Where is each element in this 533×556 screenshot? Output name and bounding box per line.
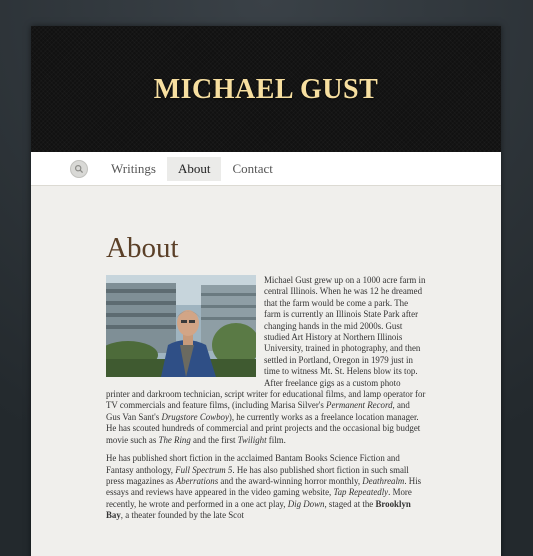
text-run: and the award-winning horror monthly, xyxy=(218,475,363,486)
italic-text: The Ring xyxy=(158,434,191,445)
text-run: . He has also published short fiction in such small press magazines as xyxy=(106,464,409,486)
italic-text: Tap Repeatedly xyxy=(333,487,389,498)
nav-item-writings[interactable]: Writings xyxy=(111,160,156,176)
text-run: film. xyxy=(266,434,286,445)
site-header xyxy=(31,26,501,152)
text-run: , staged at the xyxy=(324,498,376,509)
italic-text: Drugstore Cowboy xyxy=(161,411,229,422)
text-run: . More recently, he wrote and performed in a one act play, xyxy=(106,487,412,509)
text-run: , a theater founded by the late Scot xyxy=(120,510,245,521)
italic-text: Aberrations xyxy=(175,475,219,486)
nav-item-about[interactable]: About xyxy=(167,157,222,181)
bio-paragraph-2 xyxy=(106,453,426,521)
main-nav xyxy=(31,152,501,186)
italic-text: Full Spectrum 5 xyxy=(175,464,233,475)
site-container xyxy=(31,26,501,556)
text-run: ), he currently works as a freelance location manager. He has scouted hundreds of commercial and print projects and the occasional big budget movie such as xyxy=(106,411,421,445)
text-run: and the first xyxy=(190,434,238,445)
author-photo xyxy=(106,275,256,377)
search-icon xyxy=(74,159,84,178)
bold-text: Brooklyn Bay xyxy=(106,498,411,521)
nav-item-contact[interactable]: Contact xyxy=(232,160,273,176)
italic-text: Twilight xyxy=(237,434,267,445)
article-body xyxy=(106,275,426,522)
text-run: He has published short fiction in the acclaimed Bantam Books Science Fiction and Fantasy anthology, xyxy=(106,453,400,475)
search-button[interactable] xyxy=(70,160,88,178)
text-run: Michael Gust grew up on a 1000 acre farm in central Illinois. When he was 12 he dreamed that the farm would be come a park. The farm is currently an Illinois State Park after changing hands in the mid 2000s. Gust studied Art History at Northern Illinois University, trained in photography, and then settled in Portland, Oregon in 1979 just in time to witness Mt. St. Helens blow its top. After freelance gigs as a custom photo printer and darkroom technician, script writer for educational films, and lamp operator for TV commercials and feature films, (including Marisa Silver's xyxy=(106,275,426,411)
italic-text: Permanent Record xyxy=(326,400,393,411)
main-content xyxy=(31,230,501,522)
page-title: About xyxy=(106,232,179,264)
text-run: . His essays and reviews have appeared in the video gaming website, xyxy=(106,475,422,498)
site-title[interactable]: MICHAEL GUST xyxy=(153,74,379,105)
italic-text: Deathrealm xyxy=(362,475,405,486)
text-run: , and Gus Van Sant's xyxy=(106,400,410,422)
italic-text: Dig Down xyxy=(287,498,325,509)
